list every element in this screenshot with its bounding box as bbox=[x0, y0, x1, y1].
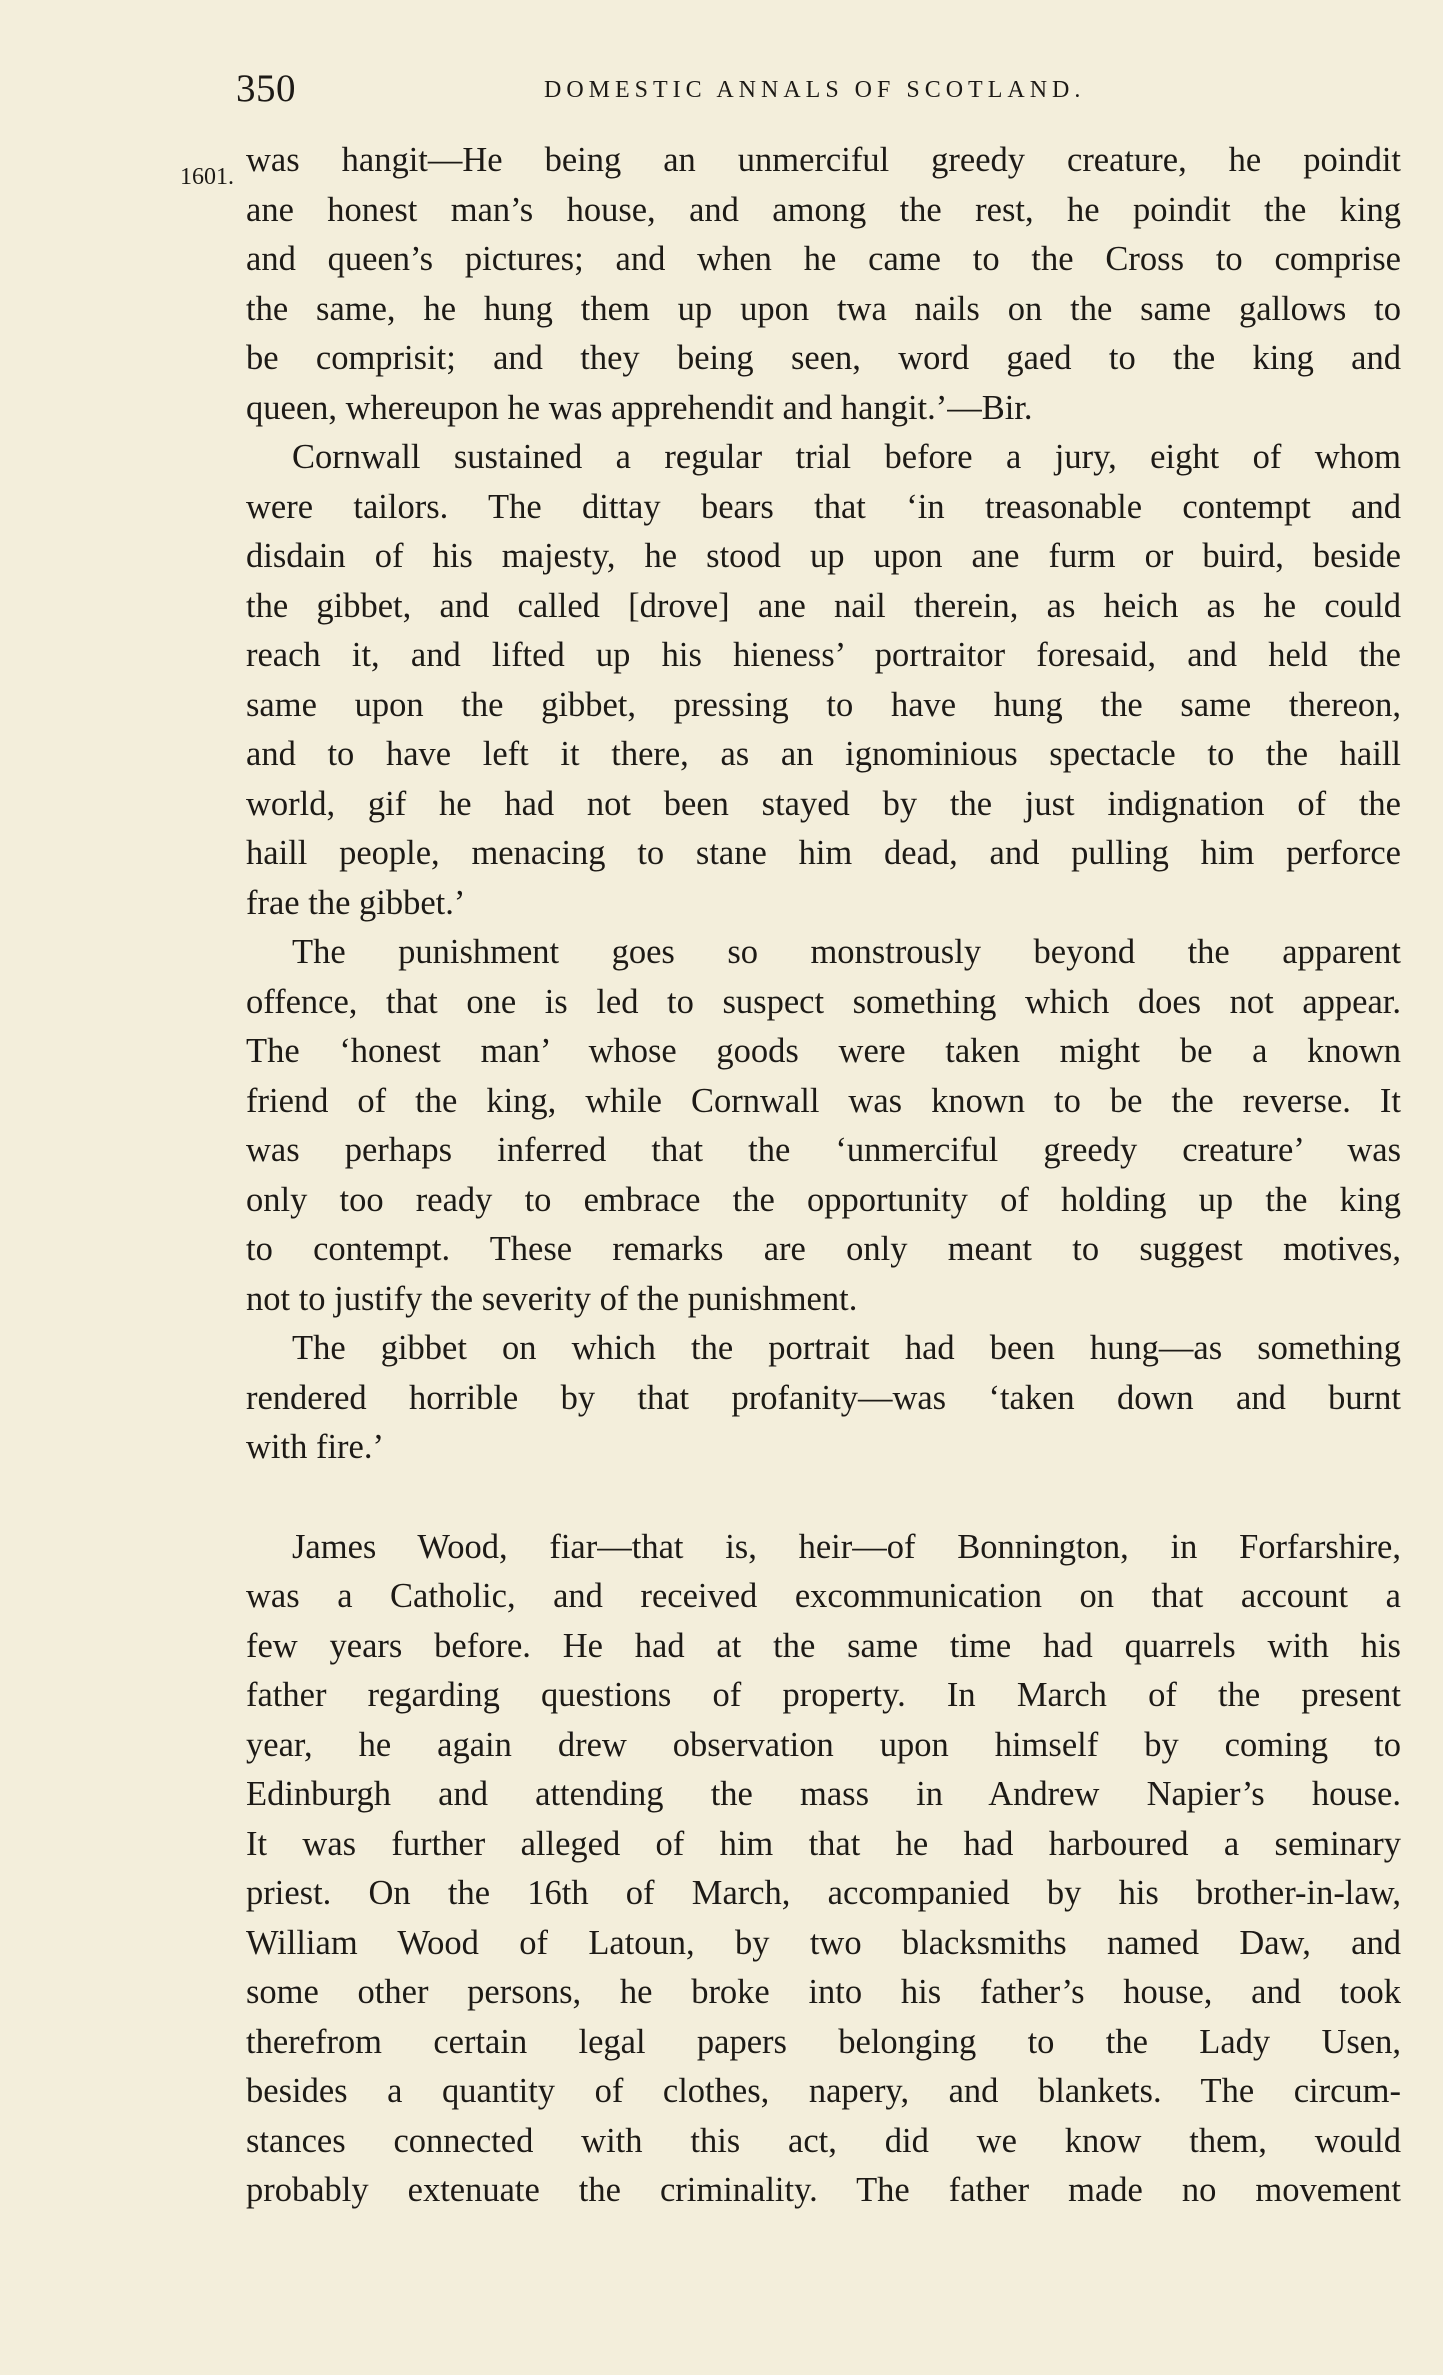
text-line: queen, whereupon he was apprehendit and hangit.’—Bir. bbox=[246, 388, 1033, 427]
text-line: stances connected with this act, did we know them, would bbox=[246, 2121, 1401, 2160]
paragraph bbox=[246, 433, 1401, 928]
text-line: and queen’s pictures; and when he came to the Cross to comprise bbox=[246, 240, 1401, 278]
text-line: offence, that one is led to suspect something which does not appear. bbox=[246, 982, 1401, 1021]
text-line: world, gif he had not been stayed by the just indignation of the bbox=[246, 784, 1401, 823]
text-line: year, he again drew observation upon himself by coming to bbox=[246, 1725, 1401, 1764]
text-line: were tailors. The dittay bears that ‘in treasonable contempt and bbox=[246, 487, 1401, 526]
text-line: haill people, menacing to stane him dead, and pulling him perforce bbox=[246, 834, 1401, 872]
text-line: the gibbet, and called [drove] ane nail therein, as heich as he could bbox=[246, 586, 1401, 625]
text-line: Edinburgh and attending the mass in Andrew Napier’s house. bbox=[246, 1775, 1401, 1813]
text-line: the same, he hung them up upon twa nails on the same gallows to bbox=[246, 289, 1401, 328]
text-line: The punishment goes so monstrously beyond the apparent bbox=[292, 933, 1401, 971]
text-line: to contempt. These remarks are only meant to suggest motives, bbox=[246, 1230, 1401, 1268]
text-line: besides a quantity of clothes, napery, and blankets. The circum- bbox=[246, 2072, 1401, 2110]
text-line: It was further alleged of him that he had harboured a seminary bbox=[246, 1824, 1401, 1863]
text-line: friend of the king, while Cornwall was known to be the reverse. It bbox=[246, 1081, 1401, 1120]
text-line: few years before. He had at the same time had quarrels with his bbox=[246, 1626, 1401, 1665]
text-line: was a Catholic, and received excommunication on that account a bbox=[246, 1577, 1401, 1615]
text-line: not to justify the severity of the punishment. bbox=[246, 1279, 858, 1318]
text-line: The gibbet on which the portrait had been hung—as something bbox=[292, 1329, 1401, 1367]
text-line: was hangit—He being an unmerciful greedy creature, he poindit bbox=[246, 141, 1401, 179]
text-line: The ‘honest man’ whose goods were taken might be a known bbox=[246, 1032, 1401, 1070]
text-line: priest. On the 16th of March, accompanied by his brother-in-law, bbox=[246, 1874, 1401, 1912]
paragraph bbox=[246, 1324, 1401, 1473]
paragraph bbox=[246, 928, 1401, 1324]
text-line: be comprisit; and they being seen, word gaed to the king and bbox=[246, 339, 1401, 377]
page-header bbox=[236, 66, 1396, 126]
text-line: James Wood, fiar—that is, heir—of Bonnington, in Forfarshire, bbox=[292, 1527, 1401, 1566]
text-line: only too ready to embrace the opportunity of holding up the king bbox=[246, 1180, 1401, 1219]
body-text bbox=[246, 136, 1401, 2216]
paragraph bbox=[246, 136, 1401, 433]
text-line: father regarding questions of property. In March of the present bbox=[246, 1676, 1401, 1714]
text-line: ane honest man’s house, and among the rest, he poindit the king bbox=[246, 190, 1401, 229]
paragraph bbox=[246, 1523, 1401, 2216]
running-title: DOMESTIC ANNALS OF SCOTLAND. bbox=[544, 77, 1086, 103]
text-line: was perhaps inferred that the ‘unmerciful greedy creature’ was bbox=[246, 1131, 1401, 1169]
text-line: William Wood of Latoun, by two blacksmiths named Daw, and bbox=[246, 1923, 1401, 1962]
text-line: with fire.’ bbox=[246, 1428, 384, 1466]
margin-year: 1601. bbox=[180, 164, 234, 190]
text-line: and to have left it there, as an ignominious spectacle to the haill bbox=[246, 735, 1401, 773]
text-line: probably extenuate the criminality. The father made no movement bbox=[246, 2171, 1401, 2209]
page-number: 350 bbox=[236, 67, 296, 110]
text-line: reach it, and lifted up his hieness’ portraitor foresaid, and held the bbox=[246, 636, 1401, 674]
text-line: Cornwall sustained a regular trial before a jury, eight of whom bbox=[292, 438, 1401, 476]
text-line: some other persons, he broke into his father’s house, and took bbox=[246, 1973, 1401, 2011]
text-line: disdain of his majesty, he stood up upon ane furm or buird, beside bbox=[246, 537, 1401, 575]
text-line: frae the gibbet.’ bbox=[246, 883, 466, 922]
text-line: rendered horrible by that profanity—was ‘taken down and burnt bbox=[246, 1378, 1401, 1417]
section-gap bbox=[246, 1473, 1401, 1523]
text-line: therefrom certain legal papers belonging to the Lady Usen, bbox=[246, 2022, 1401, 2061]
text-line: same upon the gibbet, pressing to have hung the same thereon, bbox=[246, 685, 1401, 724]
